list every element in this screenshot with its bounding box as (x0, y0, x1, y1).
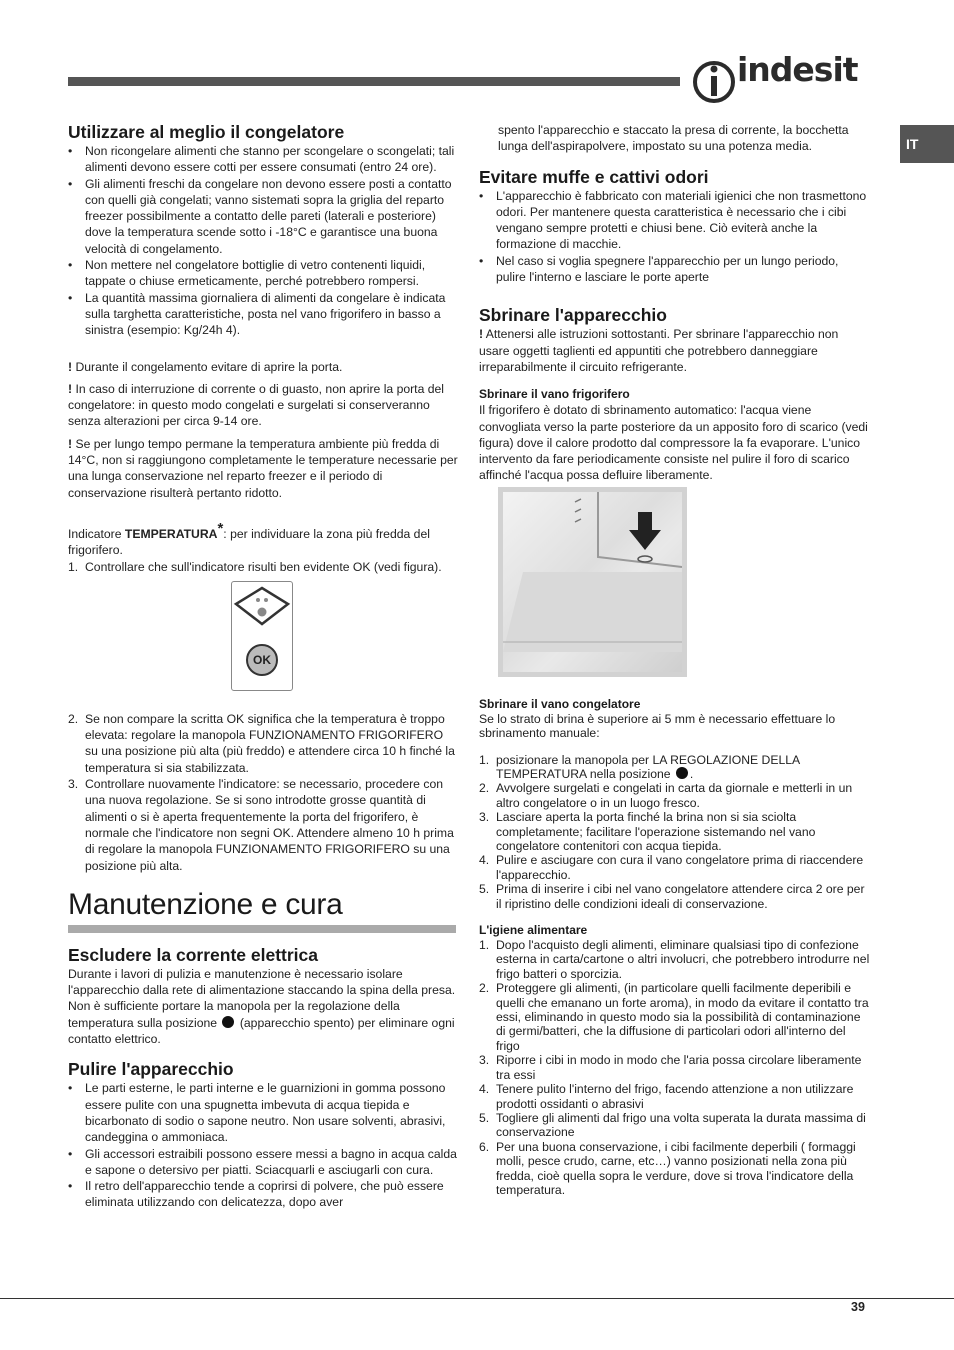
mould-bullet-list (479, 188, 871, 286)
warning-mark: ! (68, 359, 73, 374)
header-rule (68, 77, 680, 86)
freezer-bullet-list (68, 143, 458, 339)
section-title-power: Escludere la corrente elettrica (68, 944, 318, 965)
list-item: 4. Pulire e asciugare con cura il vano congelatore prima di riaccendere l'apparecchio. (479, 853, 864, 882)
snowflake-cold-icon (232, 582, 292, 632)
list-item: • Le parti esterne, le parti interne e le guarnizioni in gomma possono essere pulite con una spugnetta imbevuta di acqua tiepida e bicarbonato di sodio o sapone neutro. Non usare solventi, abrasivi, candeggina o ammoniaca. (68, 1080, 458, 1145)
freezer-defrost-steps (479, 753, 871, 911)
list-item: 1. Controllare che sull'indicatore risulti ben evidente OK (vedi figura). (68, 559, 442, 574)
list-item: 2. Proteggere gli alimenti, (in particolare quelli facilmente deperibili e quelli che emanano un forte aroma), in modo da evitare il contatto tra essi, eliminando in questo modo sia la possibilità di contaminazione di germi/batteri, che la diffusione di particolari odori all'interno del frigo (479, 981, 869, 1053)
title-rule (68, 925, 456, 933)
list-item: • Il retro dell'apparecchio tende a coprirsi di polvere, che può essere eliminata utilizzando con delicatezza, dopo aver (68, 1178, 458, 1211)
section-title-defrost: Sbrinare l'apparecchio (479, 305, 667, 326)
list-item: • Non mettere nel congelatore bottiglie di vetro contenenti liquidi, tappate o chiuse ermeticamente, perché potrebbero rompersi. (68, 257, 458, 290)
language-tab: IT (900, 125, 954, 163)
clean-bullet-list (68, 1080, 458, 1210)
list-item: 6. Per una buona conservazione, i cibi facilmente deperbili ( formaggi molli, pesce crudo, carne, etc…) vanno posizionati nella zona più fredda, cioè quella sopra le verdure, dove si trova l'indicatore della temperatura. (479, 1139, 856, 1197)
main-title: Manutenzione e cura (68, 887, 343, 921)
page-number: 39 (851, 1300, 865, 1314)
left-column (68, 122, 458, 1211)
list-item: 5. Togliere gli alimenti dal frigo una volta superata la durata massima di conservazione (479, 1110, 866, 1140)
list-item: 4. Tenere pulito l'interno del frigo, facendo attenzione a non utilizzare prodotti ossidanti o abrasivi (479, 1082, 854, 1111)
list-item: 3. Riporre i cibi in modo in modo che l'aria possa circolare liberamente tra essi (479, 1053, 862, 1082)
list-item: 3. Controllare nuovamente l'indicatore: se necessario, procedere con una nuova regolazione. Se si sono introdotte grosse quantità di alimenti o si è aperta frequentemente la porta del frigorifero, è normale che l'indicatore non segni OK. Attendere almeno 10 h prima di regolare la manopola FUNZIONAMENTO FRIGORIFERO su una posizione più alta. (68, 777, 454, 873)
list-item: 5. Prima di inserire i cibi nel vano congelatore attendere circa 2 ore per il ripristino delle condizioni ideali di conservazione. (479, 882, 865, 911)
warning-note: ! Se per lungo tempo permane la temperatura ambiente più fredda di 14°C, non si raggiungono completamente le temperature necessarie per una lunga conservazione nel reparto freezer e il periodo di conservazione risulterà pertanto ridotto. (68, 436, 458, 500)
off-position-icon (222, 1016, 234, 1028)
warning-note: ! Attenersi alle istruzioni sottostanti. Per sbrinare l'apparecchio non usare oggetti taglienti ed appuntiti che potrebbero danneggiare irreparabilmente il circuito refrigerante. (479, 327, 839, 374)
list-item: • Gli accessori estraibili possono essere messi a bagno in acqua calda e sapone o detersivo per piatti. Sciacquarli e asciugarli con cura. (68, 1146, 458, 1179)
power-paragraph: Durante i lavori di pulizia e manutenzione è necessario isolare l'apparecchio dalla rete di alimentazione staccando la spina della presa. Non è sufficiente portare la manopola per la regolazione della temperatura sulla posizione (apparecchio spento) per eliminare ogni contatto elettrico. (68, 966, 456, 1047)
subsection-title-hygiene: L'igiene alimentare (479, 923, 588, 938)
temperature-indicator-figure (231, 581, 293, 691)
warning-note: ! Durante il congelamento evitare di aprire la porta. (68, 359, 343, 374)
warning-note: ! In caso di interruzione di corrente o di guasto, non aprire la porta del congelatore: in questo modo congelati e surgelati si conserveranno senza alterazioni per circa 9-14 ore. (68, 381, 445, 429)
freezer-defrost-paragraph: Se lo strato di brina è superiore ai 5 mm è necessario effettuare lo sbrinamento manuale: (479, 711, 836, 741)
continued-paragraph: spento l'apparecchio e staccato la presa di corrente, la bocchetta lunga dell'aspirapolvere, impostato su una potenza media. (498, 123, 849, 154)
list-item: 2. Se non compare la scritta OK significa che la temperatura è troppo elevata: regolare la manopola FUNZIONAMENTO FRIGORIFERO su una posizione più alta (più freddo) e attendere circa 10 h finché la temperatura si sia stabilizzata. (68, 711, 455, 775)
warning-mark: ! (68, 381, 73, 396)
section-title-mould: Evitare muffe e cattivi odori (479, 166, 709, 187)
section-title-clean: Pulire l'apparecchio (68, 1059, 234, 1080)
ok-indicator-icon: OK (246, 644, 278, 676)
list-item: • L'apparecchio è fabbricato con materiali igienici che non trasmettono odori. Per mantenere questa caratteristica è necessario che i cibi vengano sempre protetti e chiusi bene. Ciò eviterà anche la formazione di macchie. (479, 188, 871, 253)
section-title-freezer: Utilizzare al meglio il congelatore (68, 122, 345, 142)
right-column (479, 122, 871, 1197)
list-item: 1. posizionare la manopola per LA REGOLAZIONE DELLA TEMPERATURA nella posizione . (479, 752, 800, 781)
fridge-defrost-paragraph: Il frigorifero è dotato di sbrinamento automatico: l'acqua viene convogliata verso la parte posteriore da un apposito foro di scarico (vedi figura) dove il calore prodotto dal compressore la fa evaporare. L'unico intervento da fare periodicamente consiste nel pulire il foro di scarico affinché l'acqua possa defluire liberamente. (479, 403, 868, 483)
footer-rule (0, 1298, 954, 1299)
indicator-steps-b (68, 711, 458, 874)
logo-wordmark: indesit (737, 50, 858, 89)
logo-i-icon (693, 58, 737, 108)
warning-mark: ! (68, 436, 73, 451)
indicator-intro: Indicatore TEMPERATURA*: per individuare la zona più fredda del frigorifero. (68, 519, 430, 558)
list-item: 1. Dopo l'acquisto degli alimenti, eliminare qualsiasi tipo di confezione esterna in carta/cartone o altri involucri, che potrebbero introdurre nel frigo batteri o sporcizia. (479, 938, 870, 981)
list-item: • Nel caso si voglia spegnere l'apparecchio per un lungo periodo, pulire l'interno e lasciare le porte aperte (479, 253, 871, 286)
indesit-logo (693, 50, 869, 108)
drain-hole-illustration (503, 492, 682, 672)
subsection-title-freezer: Sbrinare il vano congelatore (479, 696, 641, 711)
indicator-steps-a (68, 559, 458, 575)
drain-hole-figure (498, 487, 687, 677)
list-item: 3. Lasciare aperta la porta finché la brina non si sia sciolta completamente; facilitare l'operazione sistemando nel vano congelatore contenitori con acqua tiepida. (479, 810, 816, 853)
list-item: 2. Avvolgere surgelati e congelati in carta da giornale e metterli in un altro congelatore o in un luogo fresco. (479, 781, 853, 810)
off-position-icon (676, 767, 688, 779)
list-item: • Gli alimenti freschi da congelare non devono essere posti a contatto con quelli già congelati; vanno sistemati sopra la griglia del reparto freezer possibilmente a contatto delle pareti (laterali e posteriore) dove la temperatura scende sotto i -18°C e garantisce una buona velocità di congelamento. (68, 176, 458, 257)
subsection-title-fridge: Sbrinare il vano frigorifero (479, 387, 630, 402)
hygiene-steps (479, 938, 871, 1197)
list-item: • Non ricongelare alimenti che stanno per scongelare o scongelati; tali alimenti devono essere cotti per essere consumati (entro 24 ore). (68, 143, 458, 176)
list-item: • La quantità massima giornaliera di alimenti da congelare è indicata sulla targhetta caratteristiche, posta nel vano frigorifero in basso a sinistra (esempio: Kg/24h 4). (68, 290, 458, 339)
warning-mark: ! (479, 327, 484, 342)
